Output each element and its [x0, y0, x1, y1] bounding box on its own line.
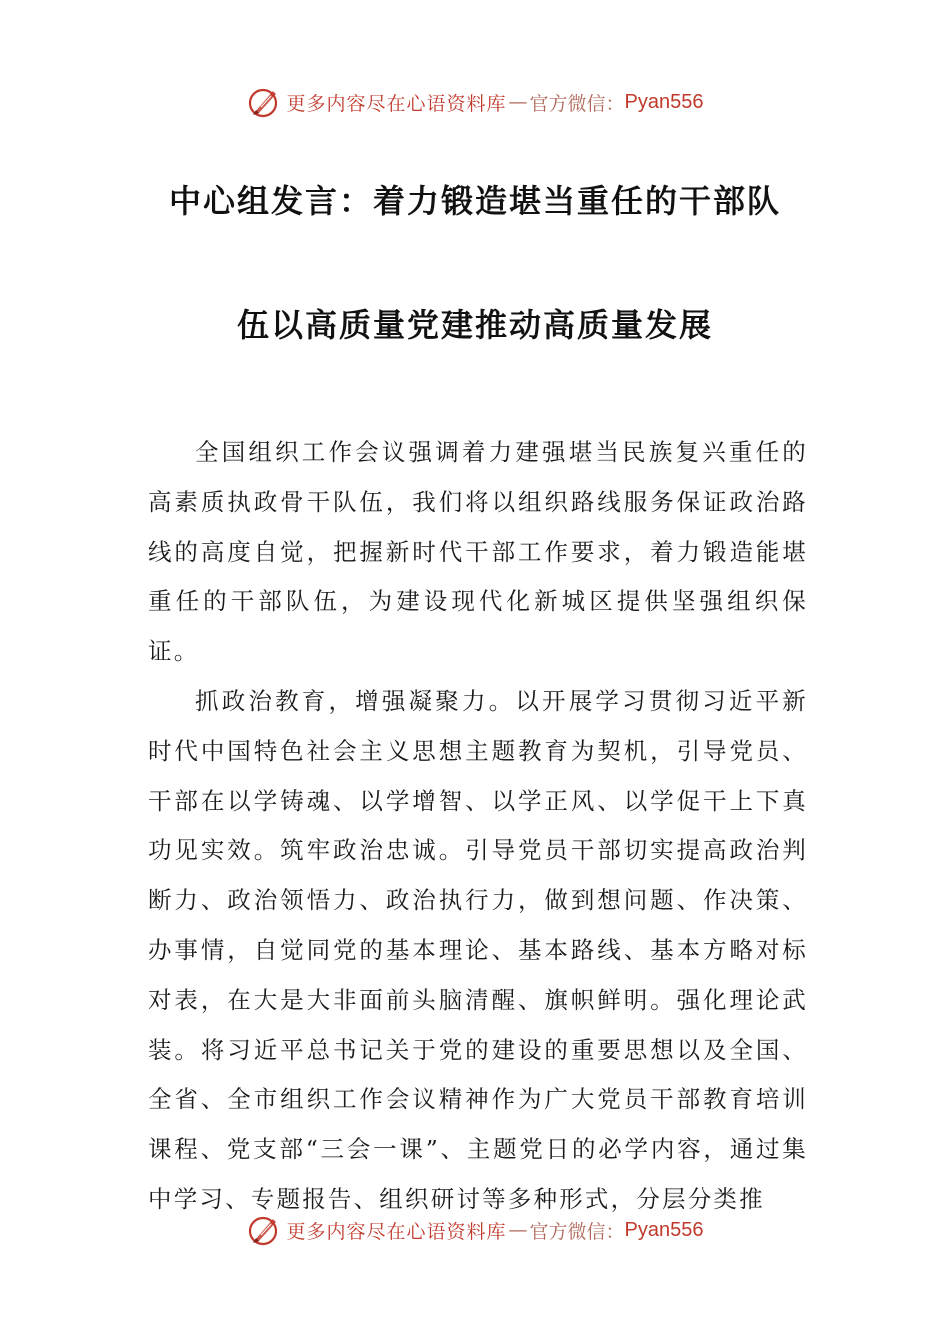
- watermark-wechat-id: Pyan556: [624, 90, 704, 113]
- document-title-line-2: 伍以高质量党建推动高质量发展: [236, 306, 713, 344]
- watermark-dash: —: [508, 1219, 528, 1241]
- quill-pen-logo-icon: [247, 1213, 281, 1247]
- watermark-dash: —: [508, 91, 528, 113]
- watermark-slogan: 更多内容尽在心语资料库: [286, 92, 507, 115]
- document-title-line-1: 中心组发言：着力锻造堪当重任的干部队: [168, 182, 781, 220]
- watermark-wechat-id: Pyan556: [624, 1218, 704, 1241]
- paragraph: 全国组织工作会议强调着力建强堪当民族复兴重任的高素质执政骨干队伍，我们将以组织路线服务保证政治路线的高度自觉，把握新时代干部工作要求，着力锻造能堪重任的干部队伍，为建设现代化新城区提供坚强组织保证。: [148, 438, 808, 666]
- watermark-header: [0, 82, 950, 122]
- document-body: [148, 428, 808, 1225]
- watermark-footer: [0, 1210, 950, 1250]
- watermark-slogan: 更多内容尽在心语资料库: [286, 1220, 507, 1243]
- paragraph: 抓政治教育，增强凝聚力。以开展学习贯彻习近平新时代中国特色社会主义思想主题教育为契机，引导党员、干部在以学铸魂、以学增智、以学正风、以学促干上下真功见实效。筑牢政治忠诚。引导党员干部切实提高政治判断力、政治领悟力、政治执行力，做到想问题、作决策、办事情，自觉同党的基本理论、基本路线、基本方略对标对表，在大是大非面前头脑清醒、旗帜鲜明。强化理论武装。将习近平总书记关于党的建设的重要思想以及全国、全省、全市组织工作会议精神作为广大党员干部教育培训课程、党支部“三会一课”、主题党日的必学内容，通过集中学习、专题报告、组织研讨等多种形式，分层分类推: [148, 686, 808, 1213]
- watermark-wechat-label: 官方微信：: [529, 92, 625, 115]
- watermark-wechat-label: 官方微信：: [529, 1220, 625, 1243]
- quill-pen-logo-icon: [247, 85, 281, 119]
